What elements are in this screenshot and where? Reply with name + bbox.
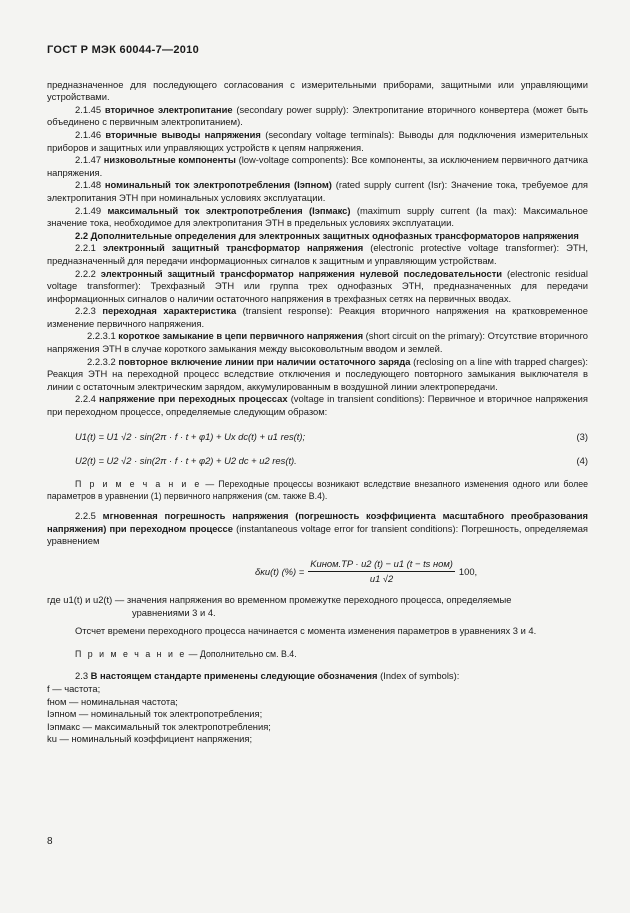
definition: (rated supply current (Isr): Значение тока, требуемое для электропитания ЭТН при номинальных условиях эксплуатации. xyxy=(47,179,589,203)
symbol-item: ku — номинальный коэффициент напряжения; xyxy=(47,733,253,745)
clause-number: 2.2.5 xyxy=(75,510,103,521)
where-clause xyxy=(47,594,588,619)
clause-number: 2.2.2 xyxy=(75,267,101,279)
note-text: — Дополнительно см. В.4. xyxy=(186,648,297,659)
symbols-list xyxy=(47,683,588,746)
paragraph-2-1-48 xyxy=(47,179,588,204)
symbol-item: Iэпмакс — максимальный ток электропотребления; xyxy=(47,720,271,732)
symbol-item: f — частота; xyxy=(47,682,101,694)
clause-number: 2.2.3 xyxy=(75,305,103,317)
paragraph: предназначенное для последующего согласования с измерительными приборами, защитными или управляющими устройствами. xyxy=(47,78,588,103)
clause-number: 2.2.3.2 xyxy=(87,355,119,367)
term: мгновенная погрешность напряжения (погрешность коэффициента масштабного преобразования напряжения) при переходном процессе xyxy=(47,510,588,534)
note-2 xyxy=(47,648,588,661)
paragraph-2-1-46 xyxy=(47,129,588,154)
paragraph-2-2-5 xyxy=(47,510,588,548)
note-1 xyxy=(47,478,588,503)
term: вторичные выводы напряжения xyxy=(105,128,261,140)
clause-number: 2.1.48 xyxy=(75,179,105,191)
term: переходная характеристика xyxy=(102,305,237,317)
term: напряжение при переходных процессах xyxy=(98,393,288,405)
equation-lhs: δκu(t) (%) = xyxy=(255,565,305,577)
paragraph-2-2-4 xyxy=(47,393,588,418)
paragraph-2-1-49 xyxy=(47,205,588,230)
clause-number: 2.3 xyxy=(75,670,91,682)
where-line: где u1(t) и u2(t) — значения напряжения во временном промежутке переходного процесса, определяемые xyxy=(47,593,512,605)
clause-number: 2.1.49 xyxy=(75,204,108,216)
term: номинальный ток электропотребления (Iэпном) xyxy=(104,179,332,191)
equation-rhs: 100, xyxy=(458,565,478,577)
definition: (Index of symbols): xyxy=(377,670,460,682)
equation-number: (3) xyxy=(576,430,588,442)
where-line-continued: уравнениями 3 и 4. xyxy=(132,606,216,618)
definition: (maximum supply current (Ia max): Максимальное значение тока, необходимое для электропитания ЭТН в предельных условиях эксплуатации. xyxy=(47,204,588,229)
term: электронный защитный трансформатор напряжения xyxy=(102,242,364,254)
term: вторичное электропитание xyxy=(104,103,233,115)
fraction-denominator: u1 √2 xyxy=(369,573,394,585)
clause-number: 2.1.47 xyxy=(75,154,104,166)
clause-number: 2.2.3.1 xyxy=(87,330,119,342)
definition: (secondary voltage terminals): Выводы для подключения измерительных приборов и защитных или управляющих устройств к цепям напряжения. xyxy=(47,128,588,153)
term: электронный защитный трансформатор напряжения нулевой последовательности xyxy=(100,267,503,279)
fraction-numerator: Kuном.TP · u2 (t) − u1 (t − ts ном) xyxy=(308,558,455,573)
paragraph-2-2-3-1 xyxy=(47,330,588,355)
section-heading-2-3 xyxy=(47,670,588,683)
definition: (secondary power supply): Электропитание вторичного конвертера (может быть объединено с первичным электропитанием). xyxy=(47,103,589,128)
term: повторное включение линии при наличии остаточного заряда xyxy=(118,355,411,367)
equation-4 xyxy=(47,455,588,468)
clause-number: 2.1.46 xyxy=(75,128,106,140)
paragraph-2-1-47 xyxy=(47,154,588,179)
definition: (reclosing on a line with trapped charges): Реакция ЭТН на переходной процесс вследствие отключения и последующего повторного замыкания выключателя в линии с остаточным электрическим зарядом, аккумулированным в воздушной линии электропередачи. xyxy=(47,355,589,392)
definition: (electronic protective voltage transformer): ЭТН, предназначенный для передачи информационных сигналов к защитным и управляющим устройствам. xyxy=(47,242,588,266)
note-text: — Переходные процессы возникают вследствие внезапного изменения одного или более параметров в уравнении (1) первичного напряжения (см. также В.4). xyxy=(47,478,588,502)
paragraph-2-1-45 xyxy=(47,104,588,129)
symbol-item: Iэпном — номинальный ток электропотребления; xyxy=(47,708,263,720)
equation-5 xyxy=(47,558,588,586)
equation-body: U2(t) = U2 √2 · sin(2π · f · t + φ2) + U2 dc + u2 res(t). xyxy=(75,455,297,467)
definition: (low-voltage components): Все компоненты, за исключением первичного датчика напряжения. xyxy=(47,154,589,178)
clause-number: 2.2.4 xyxy=(75,393,99,405)
paragraph-2-2-3 xyxy=(47,305,588,330)
document-header: ГОСТ Р МЭК 60044-7—2010 xyxy=(47,44,199,56)
definition: (instantaneous voltage error for transient conditions): Погрешность, определяемая уравнением xyxy=(47,522,589,547)
section-heading-2-2 xyxy=(47,230,588,243)
definition: (voltage in transient conditions): Первичное и вторичное напряжения при переходном процессе, определяемые следующим образом: xyxy=(47,393,588,418)
term: максимальный ток электропотребления (Iэпмакс) xyxy=(107,204,351,216)
equation-3 xyxy=(47,431,588,444)
term: низковольтные компоненты xyxy=(103,154,236,166)
term: короткое замыкание в цепи первичного напряжения xyxy=(118,330,364,342)
definition: (transient response): Реакция вторичного напряжения на кратковременное изменение первичного напряжения. xyxy=(47,305,588,329)
heading-text: 2.2 Дополнительные определения для электронных защитных однофазных трансформаторов напряжения xyxy=(75,229,579,241)
page-number: 8 xyxy=(47,836,53,847)
definition: (electronic residual voltage transformer): Трехфазный ЭТН или группа трех однофазных ЭТН, предназначенных для передачи информационных сигналов о наличии остаточного напряжения в трехфазных сетях на первичных вводах. xyxy=(47,267,588,304)
term: В настоящем стандарте применены следующие обозначения xyxy=(90,670,378,682)
clause-number: 2.2.1 xyxy=(75,242,103,254)
note-label: П р и м е ч а н и е xyxy=(75,648,187,659)
paragraph-2-2-2 xyxy=(47,268,588,306)
note-label: П р и м е ч а н и е xyxy=(75,478,202,489)
paragraph-2-2-3-2 xyxy=(47,356,588,394)
clause-number: 2.1.45 xyxy=(75,103,105,115)
paragraph-time-origin: Отсчет времени переходного процесса начинается с момента изменения параметров в уравнениях 3 и 4. xyxy=(75,625,537,637)
equation-number: (4) xyxy=(576,455,588,467)
symbol-item: fном — номинальная частота; xyxy=(47,695,178,707)
definition: (short circuit on the primary): Отсутствие вторичного напряжения ЭТН в случае короткого замыкания между высоковольтным вводом и землей. xyxy=(47,330,588,355)
equation-fraction xyxy=(308,558,455,586)
equation-body: U1(t) = U1 √2 · sin(2π · f · t + φ1) + Ux dc(t) + u1 res(t); xyxy=(75,430,306,442)
paragraph-2-2-1 xyxy=(47,242,588,267)
